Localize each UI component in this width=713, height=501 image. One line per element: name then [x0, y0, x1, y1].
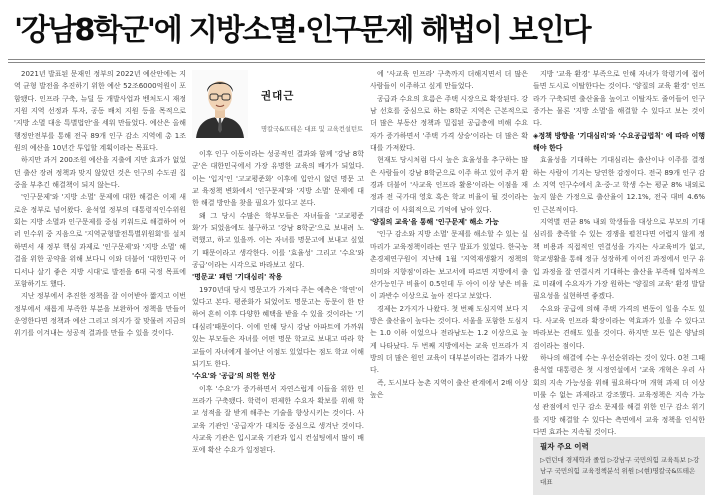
- header-divider-secondary: [8, 62, 705, 63]
- article-paragraph: 공급과 수요의 흐름은 주택 시장으로 확장된다. 강남 선호를 중심으로 하는 8학군 지역은 근본적으로 더 많은 부동산 정책과 밀집된 공급층에 비해 수요 자가 증가하면서 '주택 가격 상승'이라는 더 많은 확대를 가져왔다.: [370, 94, 528, 153]
- article-paragraph: '인구 감소와 지방 소멸' 문제를 해소할 수 있는 실마리가 교육정책이라는 연구 발표가 있었다. 한국농촌경제연구원이 지난해 1월 '지역재생활거 정책의 의미와 지향점'이라는 보고서에 따르면 지방에서 출산가능인구 비율이 0.5인데 두 아이 이상 낳은 비율이 과반수 이상으로 높아 진다고 보았다.: [370, 230, 528, 301]
- article-paragraph: 경제는 2가지가 나왔다. 첫 번째 도심지역 보다 지방은 출산율이 높다는 것이다. 서울을 포함한 도심지는 1.0 이하 이었으나 전라남도는 1.2 이상으로 높게 나타났다. 두 번째 지방에서는 교육 인프라가 지방의 더 많은 원인 교육이 대부분이라는 결과가 나왔다.: [370, 304, 528, 375]
- article-headline: '강남8학군'에 지방소멸·인구문제 해법이 보인다: [14, 13, 590, 48]
- career-box-body: ▷런던대 경제학과 졸업 ▷강남구 국민의힘 교육특보 ▷강남구 국민의힘 교육정책분석 위원 ▷(현)명칼국&뜨테은 대표: [540, 456, 700, 486]
- author-name: 권대근: [261, 90, 295, 102]
- section-subheading: '명문교' 패턴 '기대심리' 작용: [192, 273, 283, 282]
- article-paragraph: 즉, 도시보다 농촌 지역이 출산 관계에서 2배 이상 높은: [370, 378, 528, 399]
- section-subheading: '수요'와 '공급'의 의한 현상: [192, 372, 276, 381]
- author-title: 명칼국&뜨테은 대표 및 교육컨설턴트: [261, 126, 364, 133]
- article-paragraph: 수요와 공급에 의해 주택 가격의 변동이 일을 수도 있다. 사교육 인프라 확장이라는 역효과가 있을 수 있다고 바라보는 견해도 있을 것이다. 하지만 모든 일은 양날의 검이라는 점이다.: [533, 304, 705, 350]
- article-paragraph: 하지만 과거 200조원 예산을 지출에 지만 효과가 없었던 출산 장려 정책과 맞지 않았던 것은 인구의 수도권 집중을 부추긴 해결책이 되지 않는다.: [14, 156, 186, 190]
- author-photo: [192, 70, 248, 138]
- article-paragraph: 지역별 편균 8% 내외 학생들을 대상으로 부모의 기대심리를 충족할 수 있는 경쟁을 펼친다면 어렵지 않게 정책 비용과 직접적인 연결성을 가지는 사교육비가 없고, 학교생활을 통해 정규 성장하게 이어진 과정에서 인구 유입 과정을 잘 연결시켜 기대하는 출산율 부족해 일차적으로 미래에 수요자가 가장 원하는 '양질의 교육' 환경 발달 필요성을 실현하면 좋겠다.: [533, 218, 705, 301]
- section-subheading: '양질의 교육'을 통해 '인구문제' 해소 가능: [370, 218, 499, 227]
- article-column-4: [533, 68, 705, 436]
- article-paragraph: 1970년대 당시 명문고가 가져다 주는 예측은 '학연'이었다고 본다. 평준화가 되었어도 명문고는 동문이 한 탄하여 흔히 이후 다양한 혜택을 받을 수 있을 것이라는 '기대심리'때문이다. 이에 인해 당시 강남 아파트에 가까워 있는 부모들은 자녀를 어떤 명문 학교로 보내고 따라 학교들이 자녀에게 불어난 이점도 있었다는 점도 학교 이해 되기도 한다.: [192, 285, 364, 368]
- article-paragraph: 2021년 발표된 문재인 정부의 2022년 예산안에는 지역 균형 발전을 추진하기 위한 예산 52조6000억원이 포함됐다. 인프라 구축, 뉴딜 등 개발사업과 벤처도시 재정 지원 지역 선정과 투자, 공동 배치 지원 등을 목적으로 '지방 소멸 대응 특별법안'을 세워 만들었다. 예산은 올해 행정안전부를 통해 전국 89개 인구 감소 지역에 총 1조원의 예산을 10년간 투입할 계획이라는 목표다.: [14, 70, 186, 153]
- section-subheading: ◈정책 방향을 '기대심리'와 '수요공급법칙' 에 따라 이행해야 한다: [533, 131, 705, 153]
- article-paragraph: 지방 '교육 환경' 부족으로 인해 자녀가 학령기에 접어들면 도시로 이탈한다는 것이다. '양질의 교육 환경' 인프라가 구축되면 출산율을 높이고 이탈자도 줄어들어 인구 증가는 물론 '지방 소멸'을 해결할 수 있다고 보는 것이다.: [533, 70, 705, 128]
- article-column-1: [14, 68, 186, 497]
- career-box-title: 필자 주요 이력: [540, 442, 589, 451]
- article-column-3: [370, 68, 528, 497]
- article-paragraph: 하나의 해결에 수는 우선순위라는 것이 있다. 0천 그때 용석열 대통령은 첫 시정연설에서 '교육 개혁은 우리 사회의 지속 가능성을 위해 필요하다'며 개혁 과제 더 이상 미룰 수 없는 과제라고 강조했다. 교육정책은 지속 가능성 관점에서 인구 감소 문제를 해결 위한 인구 감소 위기를 지방 해결할 수 있다는 측면에서 교육 정책을 인식한다면 효과는 지속될 것이다.: [533, 353, 705, 436]
- article-paragraph: 효율성을 기대하는 기대심리는 출산이나 이주를 결정하는 사람이 기지는 당연한 감정이다. 전국 89개 인구 감소 지역 인구수에서 초·중·고 학생 수는 평균 8% 내외로 높지 않은 가정으로 출산율이 12.1%, 전국 대비 4.6%인 근본적이다.: [533, 156, 705, 214]
- author-portrait-icon: [192, 70, 248, 138]
- article-paragraph: 왜 그 당시 수많은 학부모들은 자녀들을 '고교평준화'가 되었음에도 불구하고 '강남 8학군'으로 보내려 노력했고, 하고 있을까. 이는 자녀를 명문고에 보내고 싶었기 때문이라고 생각한다. 이를 '효율성' 그리고 '수요'와 공급'이라는 시각으로 바라보고 싶다.: [192, 211, 364, 270]
- article-column-2: [192, 148, 364, 497]
- article-paragraph: 지난 정부에서 추진한 정책을 잘 이어받아 짧지고 이번 정부에서 새롭게 부족한 부분을 보완하여 정책을 만들어 운영한다면 정책과 예산 그리고 의지가 잘 맞물려 지금의 위기를 이겨내는 성공적 결과를 만들 수 있을 것이다.: [14, 292, 186, 338]
- header-divider: [8, 59, 705, 60]
- author-career-box: [533, 437, 705, 495]
- article-paragraph: '인구문제'와 '지방 소멸' 문제에 대한 해결은 이제 새로운 정부로 넘어왔다. 윤석열 정부의 대통령직인수위원회는 지방 소멸과 인구문제를 중심 키워드로 해결하여 여러 인수위 중 지음으로 '지역균형발전특별위원회'를 설치하면서 새 정부 핵심 과제로 '인구문제'와 '지방 소멸' 해결을 위한 공약을 위해 보다니 이와 더불어 '대한민국 어디서나 살기 좋은 지방 시대'로 발전을 6대 국정 목표에 포함하기도 했다.: [14, 193, 186, 288]
- article-paragraph: 이후 '수요'가 증가하면서 자연스럽게 이들을 위한 인프라가 구축됐다. 학력이 편제한 수요자 확보를 위해 학교 성적을 잘 받게 해주는 기술을 향상시키는 것이다. 사교육 기관인 '공급자'가 대치동 중심으로 생겨난 것이다. 사교육 기관은 입시교육 기관과 입시 컨설팅에서 많이 배포에 확산 수요가 일정된다.: [192, 384, 364, 455]
- article-paragraph: 에 '사교육 인프라' 구축까지 더해지면서 더 많은 사람들이 이주하고 싶게 만들었다.: [370, 70, 528, 91]
- article-paragraph: 현재도 당시처럼 다시 높은 효율성을 추구하는 많은 사람들이 강남 8학군으로 이주 하고 있어 주거 환경과 더불어 '사교육 인프라 활용'이라는 이점을 재정과 전 국가대 영호 혹은 학교 비율이 될 것이라는 기대감 이 사회적으로 기억에 남아 있다.: [370, 156, 528, 214]
- article-paragraph: 이후 인구 이동이라는 성공적인 결과와 함께 '강남 8학군'은 대한민국에서 가장 유명한 교육의 배가가 되었다. 이는 '입지'인 '고교평준화' 이후에 입안시 없던 명문 고교 육정책 변화에서 '인구문제'와 '지방 소멸' 문제에 대한 해결 방안을 찾을 필요가 있다고 본다.: [192, 150, 364, 208]
